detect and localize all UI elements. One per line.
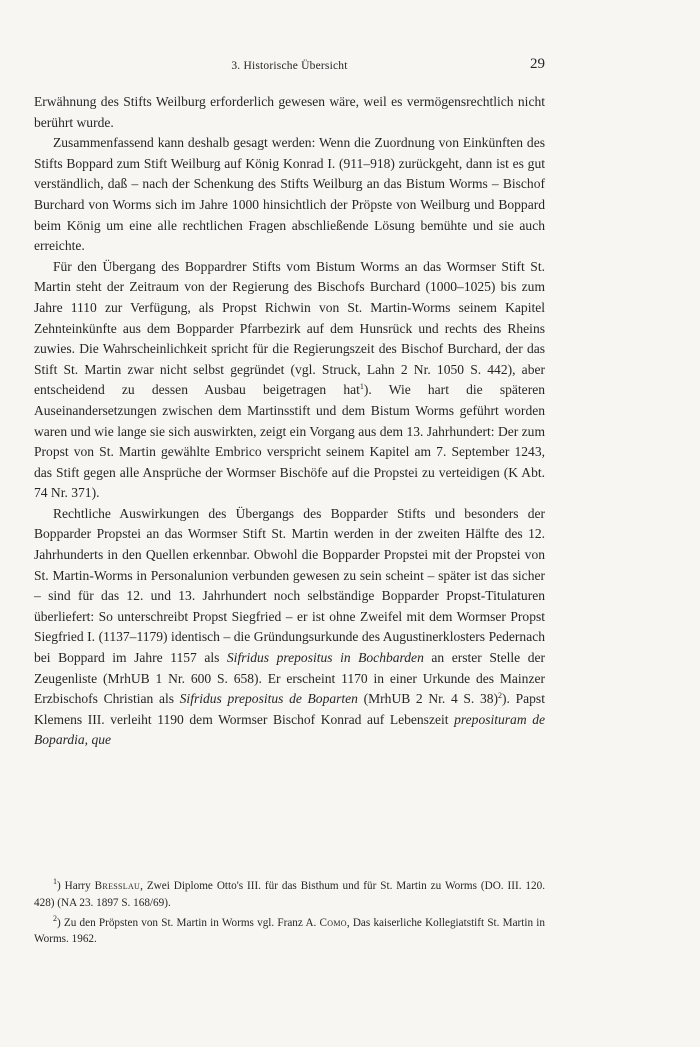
paragraph-4-text-c: (MrhUB 2 Nr. 4 S. 38): [357, 691, 499, 707]
body-text: [34, 92, 545, 751]
footnote-2-text: , Das kaiserliche Kollegiatstift St. Martin in Worms. 1962.: [34, 916, 545, 946]
paragraph-3: [34, 257, 545, 504]
footnote-ref-1: 1: [359, 382, 364, 392]
footnote-2-mark: 2: [53, 913, 57, 923]
footnote-2-pre: ) Zu den Pröpsten von St. Martin in Worms vgl. Franz A.: [57, 916, 320, 929]
paragraph-4-text-b: an erster Stelle der Zeugenliste (MrhUB 1 Nr. 600 S. 658). Er erscheint 1170 in einer Urkunde des Mainzer Erzbischofs Christian als: [34, 650, 545, 707]
footnote-1-mark: 1: [53, 877, 57, 886]
paragraph-1: [34, 92, 545, 133]
footnote-2-author: Como: [319, 916, 347, 929]
footnote-1-text: , Zwei Diplome Otto's III. für das Bisthum und für St. Martin zu Worms (DO. III. 120. 428) (NA 23. 1897 S. 168/69).: [34, 880, 545, 909]
running-head: [34, 56, 545, 76]
footnote-1: [34, 878, 545, 912]
paragraph-4-italic-1: Sifridus prepositus in Bochbarden: [226, 650, 424, 666]
running-title: 3. Historische Übersicht: [231, 60, 348, 72]
paragraph-4: [34, 504, 545, 751]
paragraph-2: [34, 133, 545, 257]
paragraph-3-text-b: ). Wie hart die späteren Auseinandersetzungen zwischen dem Martinsstift und dem Bistum Worms geführt worden waren und wie lange sie sich auswirkten, zeigt ein Vorgang aus dem 13. Jahrhundert: Der zum Propst von St. Martin gewählte Embrico verspricht seinem Kapitel am 7. September 1243, das Stift gegen alle Ansprüche der Wormser Bischöfe auf die Propstei zu verteidigen (K Abt. 74 Nr. 371).: [34, 382, 545, 501]
paragraph-1-text: Erwähnung des Stifts Weilburg erforderlich gewesen wäre, weil es vermögensrechtlich nicht berührt wurde.: [34, 94, 545, 130]
paragraph-4-text-a: Rechtliche Auswirkungen des Übergangs des Bopparder Stifts und besonders der Bopparder Propstei an das Wormser Stift St. Martin werden in der zweiten Hälfte des 12. Jahrhunderts in den Quellen erkennbar. Obwohl die Bopparder Propstei mit der Propstei von St. Martin-Worms in Personalunion verbunden gewesen zu sein scheint – später ist das sicher – sind für das 12. und 13. Jahrhundert noch selbständige Bopparder Propst-Titulaturen überliefert: So unterschreibt Propst Siegfried – er ist ohne Zweifel mit dem Wormser Propst Siegfried I. (1137–1179) identisch – die Gründungsurkunde des Augustinerklosters Pedernach bei Boppard im Jahre 1157 als: [34, 505, 545, 666]
footnote-ref-2: 2: [498, 691, 503, 701]
footnote-1-pre: ) Harry: [57, 880, 95, 892]
paragraph-4-italic-2: Sifridus prepositus de Boparten: [179, 691, 358, 707]
footnotes: [34, 878, 545, 951]
paragraph-2-text: Zusammenfassend kann deshalb gesagt werden: Wenn die Zuordnung von Einkünften des Stifts Boppard zum Stift Weilburg auf König Konrad I. (911–918) zurückgeht, dann ist es gut verständlich, daß – nach der Schenkung des Stifts Weilburg an das Bistum Worms – Bischof Burchard von Worms sich im Jahre 1000 hinsichtlich der Pröpste von Weilburg und Boppard beim König um eine alle rechtlichen Fragen abschließende Lösung bemühte und sie auch erreichte.: [34, 135, 545, 254]
footnote-1-author: Bresslau: [94, 880, 141, 892]
paragraph-3-text-a: Für den Übergang des Boppardrer Stifts vom Bistum Worms an das Wormser Stift St. Martin steht der Zeitraum von der Regierung des Bischofs Burchard (1000–1025) bis zum Jahre 1110 zur Verfügung, als Propst Richwin von St. Martin-Worms seinem Kapitel Zehnteinkünfte aus dem Bopparder Pfarrbezirk auf dem Hunsrück und rechts des Rheins zuwies. Die Wahrscheinlichkeit spricht für die Regierungszeit des Bischof Burchard, der das Stift St. Martin zwar nicht selbst gegründet (vgl. Struck, Lahn 2 Nr. 1050 S. 442), aber entscheidend zu dessen Ausbau beigetragen hat: [34, 258, 545, 398]
paragraph-4-italic-3: preposituram de Bopardia, que: [34, 711, 545, 748]
paragraph-4-text-d: ). Papst Klemens III. verleiht 1190 dem Wormser Bischof Konrad auf Lebenszeit: [34, 691, 545, 727]
footnote-2: [34, 915, 545, 949]
page-number: 29: [530, 56, 545, 72]
